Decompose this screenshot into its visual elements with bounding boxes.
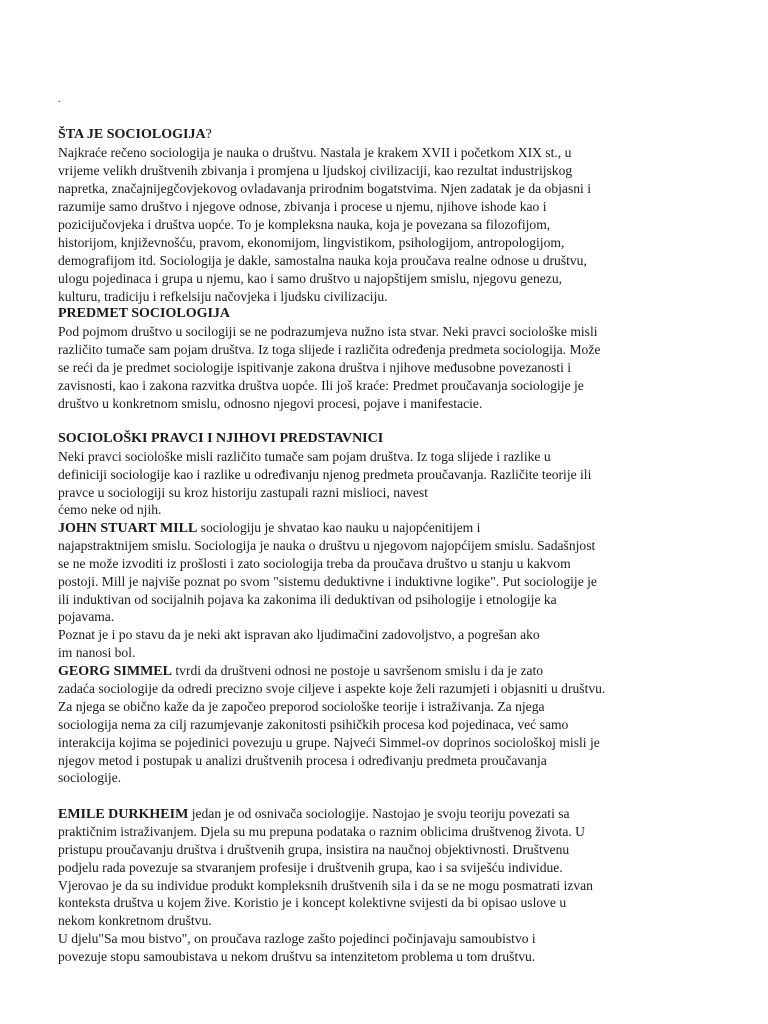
heading-suffix: ? — [205, 127, 212, 142]
paragraph-line: razumije samo društvo i njegove odnose, zbivanja i procese u njemu, njihove ishode kao i — [58, 199, 547, 214]
paragraph-line: njegov metod i postupak u analizi društvenih procesa i određivanju predmeta proučavanja — [58, 753, 547, 768]
paragraph-line: ulogu pojedinaca i grupa u njemu, kao i samo društvo u najopštijem smislu, njegovu genezu, — [58, 271, 563, 286]
simmel-first-line: tvrdi da društveni odnosi ne postoje u savršenom smislu i da je zato — [171, 663, 544, 678]
paragraph-line: zadaća sociologije da odredi precizno svoje ciljeve i aspekte koje želi razumjeti i objasniti u društvu. — [58, 681, 606, 696]
paragraph-line: postoji. Mill je najviše poznat po svom "sistemu deduktivne i induktivne logike". Put sociologije je — [58, 574, 597, 589]
paragraph-line: se reći da je predmet sociologije ispitivanje zakona društva i njihove međusobne povezanosti i — [58, 360, 572, 375]
paragraph-line: napretka, značajnijegčovjekovog ovladavanja prirodnim bogatstvima. Njen zadatak je da objasni i — [58, 181, 591, 196]
paragraph-line: Za njega se obično kaže da je započeo preporod sociološke teorije i istraživanja. Za njega — [58, 699, 545, 714]
paragraph-line: podjelu rada povezuje sa stvaranjem profesije i društvenih grupa, kao i sa sviješću individue. — [58, 860, 563, 875]
paragraph-line: sociologija nema za cilj razumjevanje zakonitosti psihičkih procesa kod pojedinaca, već samo — [58, 717, 569, 732]
paragraph-line: nekom konkretnom društvu. — [58, 913, 212, 928]
paragraph-line: ćemo neke od njih. — [58, 502, 162, 517]
paragraph-line: pravce u sociologiji su kroz historiju zastupali razni mislioci, navest — [58, 485, 428, 500]
heading-predmet-sociologija: PREDMET SOCIOLOGIJA — [58, 306, 231, 321]
paragraph-line: im nanosi bol. — [58, 645, 136, 660]
author-name-mill: JOHN STUART MILL — [58, 521, 198, 536]
paragraph-line: Poznat je i po stavu da je neki akt ispravan ako ljudimačini zadovoljstvo, a pogrešan ako — [58, 627, 540, 642]
paragraph-line: kulturu, tradiciju i refkelsiju načovjeka i ljudsku civilizaciju. — [58, 289, 388, 304]
paragraph-line: demografijom itd. Sociologija je dakle, samostalna nauka koja proučava realne odnose u društvu, — [58, 253, 587, 268]
paragraph-line: pristupu proučavanju društva i društvenih grupa, insistira na naučnoj objektivnosti. Društvenu — [58, 842, 570, 857]
paragraph-line: konteksta društva u kojem žive. Koristio je i koncept kolektivne svijesti da bi opisao uslove u — [58, 895, 567, 910]
paragraph-line: najapstraktnijem smislu. Sociologija je nauka o društvu u njegovom najopćijem smislu. Sadašnjost — [58, 538, 596, 553]
paragraph-line: Pod pojmom društvo u socilogiji se ne podrazumjeva nužno ista stvar. Neki pravci sociološke misli — [58, 324, 598, 339]
paragraph-line: praktičnim istraživanjem. Djela su mu prepuna podataka o raznim oblicima društvenog života. U — [58, 824, 585, 839]
paragraph-line: U djelu"Sa mou bistvo", on proučava razloge zašto pojedinci počinjavaju samoubistvo i — [58, 931, 536, 946]
stray-mark: . — [58, 94, 61, 105]
heading-socioloski-pravci: SOCIOLOŠKI PRAVCI I NJIHOVI PREDSTAVNICI — [58, 431, 384, 446]
paragraph-line: se ne može izvoditi iz prošlosti i zato sociologija treba da proučava društvo u stanju u kakvom — [58, 556, 571, 571]
paragraph-line: različito tumače sam pojam društva. Iz toga slijede i različita određenja predmeta sociologija. Može — [58, 342, 601, 357]
author-name-simmel: GEORG SIMMEL — [58, 664, 172, 679]
paragraph-line: zavisnosti, kao i zakona razvitka društva uopće. Ili još kraće: Predmet proučavanja sociologije je — [58, 378, 584, 393]
paragraph-line: Neki pravci sociološke misli različito tumače sam pojam društva. Iz toga slijede i razlike u — [58, 449, 551, 464]
paragraph-line-simmel-intro — [58, 662, 543, 681]
paragraph-line: pojavama. — [58, 609, 115, 624]
paragraph-line: Najkraće rečeno sociologija je nauka o društvu. Nastala je krakem XVII i početkom XIX st., u — [58, 145, 572, 160]
paragraph-line-durkheim-intro — [58, 805, 570, 824]
paragraph-line: interakcija kojima se pojedinici povezuju u grupe. Najveći Simmel-ov doprinos sociološkoj misli je — [58, 735, 600, 750]
paragraph-line: definiciji sociologije kao i razlike u određivanju njenog predmeta proučavanja. Različite teorije ili — [58, 467, 592, 482]
paragraph-line: historijom, književnošću, pravom, ekonomijom, lingvistikom, psihologijom, antropologijom, — [58, 235, 565, 250]
paragraph-line-mill-intro — [58, 519, 480, 538]
paragraph-line: pozicijučovjeka i društva uopće. To je kompleksna nauka, koja je povezana sa filozofijom, — [58, 217, 551, 232]
paragraph-line: ili induktivan od socijalnih pojava ka zakonima ili deduktivan od psihologije i etnologije ka — [58, 592, 557, 607]
paragraph-line: društvo u konkretnom smislu, odnosno njegovi procesi, pojave i manifestacie. — [58, 396, 483, 411]
paragraph-line: vrijeme velikh društvenih zbivanja i promjena u ljudskoj civilizaciji, kao rezultat industrijskog — [58, 163, 573, 178]
heading-sta-je-sociologija — [58, 126, 212, 144]
paragraph-line: Vjerovao je da su individue produkt kompleksnih društvenih sila i da se ne mogu posmatrati izvan — [58, 878, 593, 893]
paragraph-line: sociologije. — [58, 770, 122, 785]
author-name-durkheim: EMILE DURKHEIM — [58, 807, 189, 822]
paragraph-line: povezuje stopu samoubistava u nekom društvu sa intenzitetom problema u tom društvu. — [58, 949, 536, 964]
durkheim-first-line: jedan je od osnivača sociologije. Nastojao je svoju teoriju povezati sa — [188, 806, 570, 821]
heading-text: ŠTA JE SOCIOLOGIJA — [58, 127, 206, 142]
mill-first-line: sociologiju je shvatao kao nauku u najopćenitijem i — [197, 520, 481, 535]
